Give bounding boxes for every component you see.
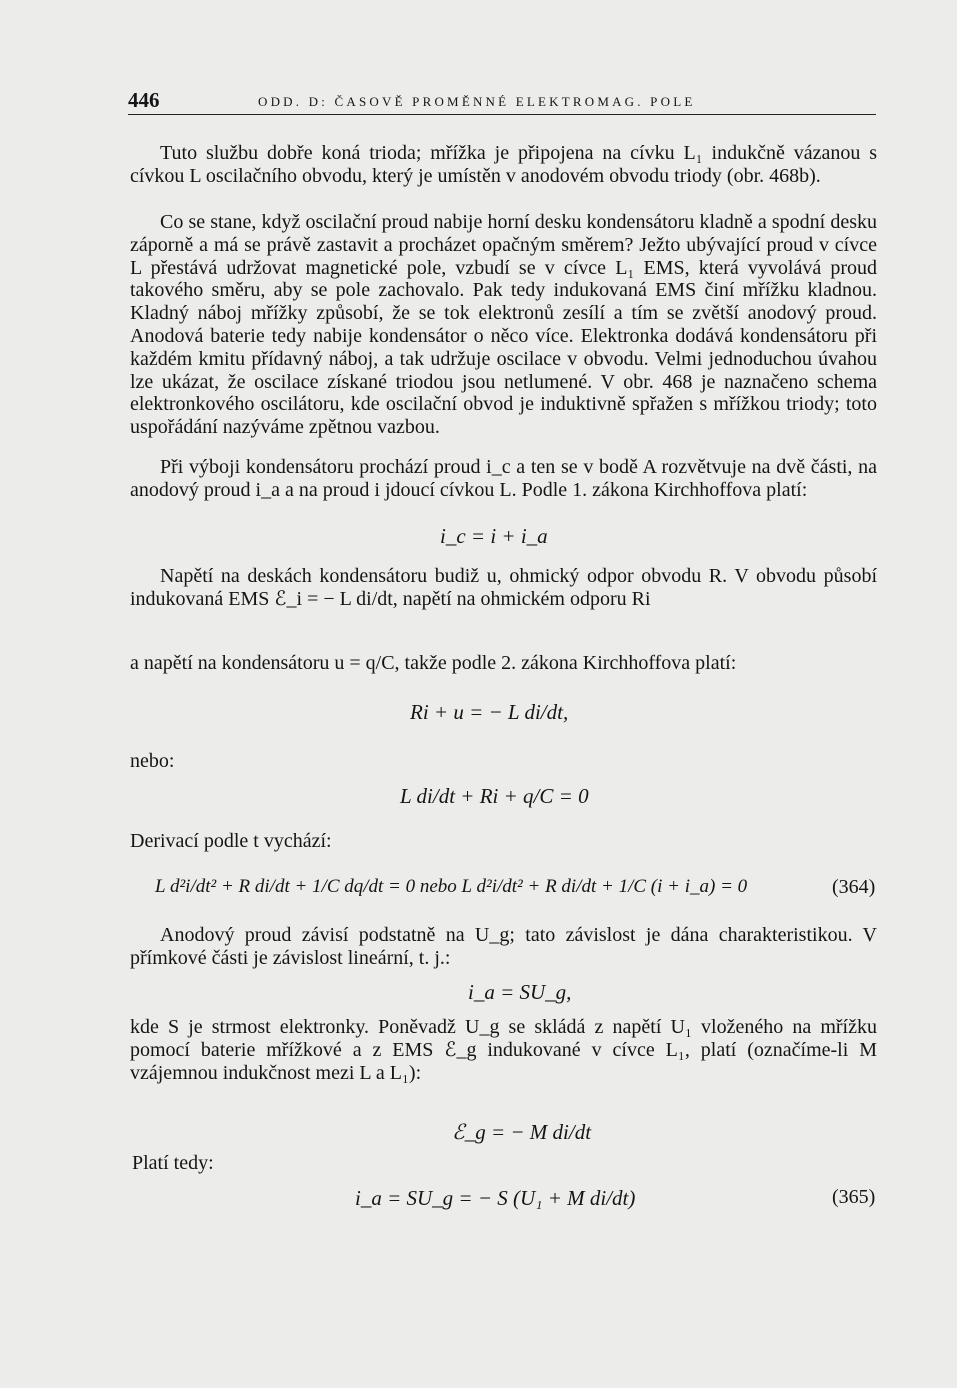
equation-3: L di/dt + Ri + q/C = 0: [400, 784, 589, 808]
running-title: ODD. D: ČASOVĚ PROMĚNNÉ ELEKTROMAG. POLE: [258, 94, 696, 109]
equation-5: i_a = SU_g,: [468, 980, 572, 1004]
paragraph-1: Tuto službu dobře koná trioda; mřížka je připojena na cívku L₁ indukčně vázanou s cívkou L oscilačního obvodu, který je umístěn v anodovém obvodu triody (obr. 468b).: [130, 142, 877, 187]
page-number: 446: [128, 88, 160, 112]
equation-1: i_c = i + i_a: [440, 524, 548, 548]
equation-number-364: (364): [832, 876, 876, 898]
label-nebo: nebo:: [130, 750, 175, 772]
paragraph-2: Co se stane, když oscilační proud nabije horní desku kondensátoru kladně a spodní desku záporně a má se právě zastavit a procházet opačným směrem? Ježto ubývající proud v cívce L přestává udržovat magnetické pole, vzbudí se v cívce L₁ EMS, která vyvolává proud takového směru, aby se pole zachovalo. Pak tedy indukovaná EMS činí mřížku kladnou. Kladný náboj mřížky způsobí, že se tok elektronů zesílí a tím se zvětší anodový proud. Anodová baterie tedy nabije kondensátor o něco více. Elektronka dodává kondensátoru při každém kmitu přídavný náboj, a tak udržuje oscilace v obvodu. Velmi jednoduchou úvahou lze ukázat, že oscilace získané triodou jsou netlumené. V obr. 468 je naznačeno schema elektronkového oscilátoru, kde oscilační obvod je induktivně spřažen s mřížkou triody; toto uspořádání nazýváme zpětnou vazbou.: [130, 211, 877, 439]
paragraph-4a: Napětí na deskách kondensátoru budiž u, ohmický odpor obvodu R. V obvodu působí indukovaná EMS ℰ_i = − L di/dt, napětí na ohmickém odporu Ri: [130, 565, 877, 610]
equation-4: L d²i/dt² + R di/dt + 1/C dq/dt = 0 nebo L d²i/dt² + R di/dt + 1/C (i + i_a) = 0: [155, 876, 748, 897]
paragraph-4b: a napětí na kondensátoru u = q/C, takže podle 2. zákona Kirchhoffova platí:: [130, 652, 737, 674]
paragraph-6: kde S je strmost elektronky. Poněvadž U_g se skládá z napětí U₁ vloženého na mřížku pomocí baterie mřížkové a z EMS ℰ_g indukované v cívce L₁, platí (označíme-li M vzájemnou indukčnost mezi L a L₁):: [130, 1016, 877, 1084]
equation-6: ℰ_g = − M di/dt: [452, 1120, 592, 1144]
paragraph-5: Anodový proud závisí podstatně na U_g; tato závislost je dána charakteristikou. V přímkové části je závislost lineární, t. j.:: [130, 924, 877, 969]
page-header: [128, 88, 876, 115]
equation-2: Ri + u = − L di/dt,: [410, 700, 569, 724]
label-plati-tedy: Platí tedy:: [132, 1152, 214, 1174]
equation-number-365: (365): [832, 1186, 876, 1208]
label-derivaci: Derivací podle t vychází:: [130, 830, 332, 852]
paragraph-3: Při výboji kondensátoru prochází proud i_c a ten se v bodě A rozvětvuje na dvě části, na anodový proud i_a a na proud i jdoucí cívkou L. Podle 1. zákona Kirchhoffova platí:: [130, 456, 877, 501]
equation-7: i_a = SU_g = − S (U₁ + M di/dt): [355, 1186, 636, 1210]
